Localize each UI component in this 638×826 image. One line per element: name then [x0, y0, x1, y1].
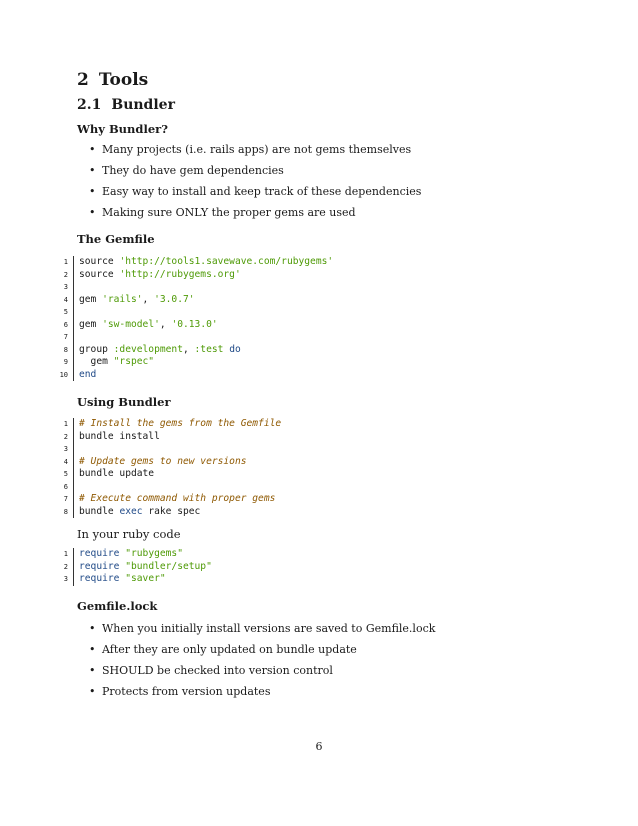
code-line	[0, 281, 420, 294]
using-bundler-code-block	[0, 418, 420, 518]
code-line	[0, 443, 420, 456]
line-number: 1	[63, 550, 68, 558]
gemfile-lock-list	[89, 618, 435, 702]
code-line: 2 bundle install	[0, 431, 420, 444]
list-item: • Many projects (i.e. rails apps) are not gems themselves	[89, 139, 421, 160]
line-number: 9	[63, 358, 68, 366]
page-number: 6	[315, 740, 323, 753]
code-line: 8 bundle exec rake spec	[0, 506, 420, 519]
section-heading: 2 Tools	[77, 70, 149, 90]
line-number: 8	[63, 345, 68, 354]
list-item: • Protects from version updates	[89, 681, 435, 702]
list-item: • After they are only updated on bundle update	[89, 639, 435, 660]
line-number: 5	[63, 470, 68, 478]
list-item: • Making sure ONLY the proper gems are used	[89, 202, 421, 223]
list-item: • Easy way to install and keep track of these dependencies	[89, 181, 421, 202]
line-number: 8	[63, 507, 68, 516]
code-line: 3 require "saver"	[0, 573, 420, 586]
code-line	[0, 331, 420, 344]
line-number: 7	[63, 495, 68, 503]
code-line: 1 require "rubygems"	[0, 548, 420, 561]
code-line: 5 bundle update	[0, 468, 420, 481]
gemfile-heading: The Gemfile	[77, 232, 155, 246]
line-number: 5	[63, 308, 68, 316]
line-number: 1	[63, 258, 68, 266]
line-number: 3	[63, 283, 68, 291]
why-bundler-list	[89, 139, 421, 223]
using-bundler-heading: Using Bundler	[77, 395, 171, 409]
line-number: 10	[59, 370, 68, 379]
why-bundler-heading: Why Bundler?	[77, 122, 168, 136]
line-number: 3	[63, 445, 68, 453]
line-number: 7	[63, 333, 68, 341]
line-number: 1	[63, 420, 68, 428]
code-line: 4 gem 'rails', '3.0.7'	[0, 294, 420, 307]
list-item: • SHOULD be checked into version control	[89, 660, 435, 681]
code-line: 1 # Install the gems from the Gemfile	[0, 418, 420, 431]
ruby-code-intro: In your ruby code	[77, 527, 181, 541]
code-line: 8 group :development, :test do	[0, 344, 420, 357]
line-number: 2	[63, 432, 68, 441]
gemfile-lock-heading: Gemfile.lock	[77, 599, 158, 613]
code-line: 9 gem "rspec"	[0, 356, 420, 369]
list-item: • When you initially install versions are saved to Gemfile.lock	[89, 618, 435, 639]
code-line: 1 source 'http://tools1.savewave.com/rubygems'	[0, 256, 420, 269]
line-number: 2	[63, 562, 68, 571]
ruby-code-block	[0, 548, 420, 586]
list-item: • They do have gem dependencies	[89, 160, 421, 181]
code-line: 10 end	[0, 369, 420, 382]
code-line: 4 # Update gems to new versions	[0, 456, 420, 469]
line-number: 6	[63, 320, 68, 329]
gemfile-code-block	[0, 256, 420, 381]
code-line: 2 require "bundler/setup"	[0, 561, 420, 574]
code-line	[0, 481, 420, 494]
line-number: 6	[63, 482, 68, 491]
code-line: 7 # Execute command with proper gems	[0, 493, 420, 506]
code-line: 6 gem 'sw-model', '0.13.0'	[0, 319, 420, 332]
line-number: 4	[63, 457, 68, 466]
code-line: 2 source 'http://rubygems.org'	[0, 269, 420, 282]
line-number: 2	[63, 270, 68, 279]
line-number: 4	[63, 295, 68, 304]
subsection-heading: 2.1 Bundler	[77, 97, 175, 113]
line-number: 3	[63, 575, 68, 583]
code-line	[0, 306, 420, 319]
